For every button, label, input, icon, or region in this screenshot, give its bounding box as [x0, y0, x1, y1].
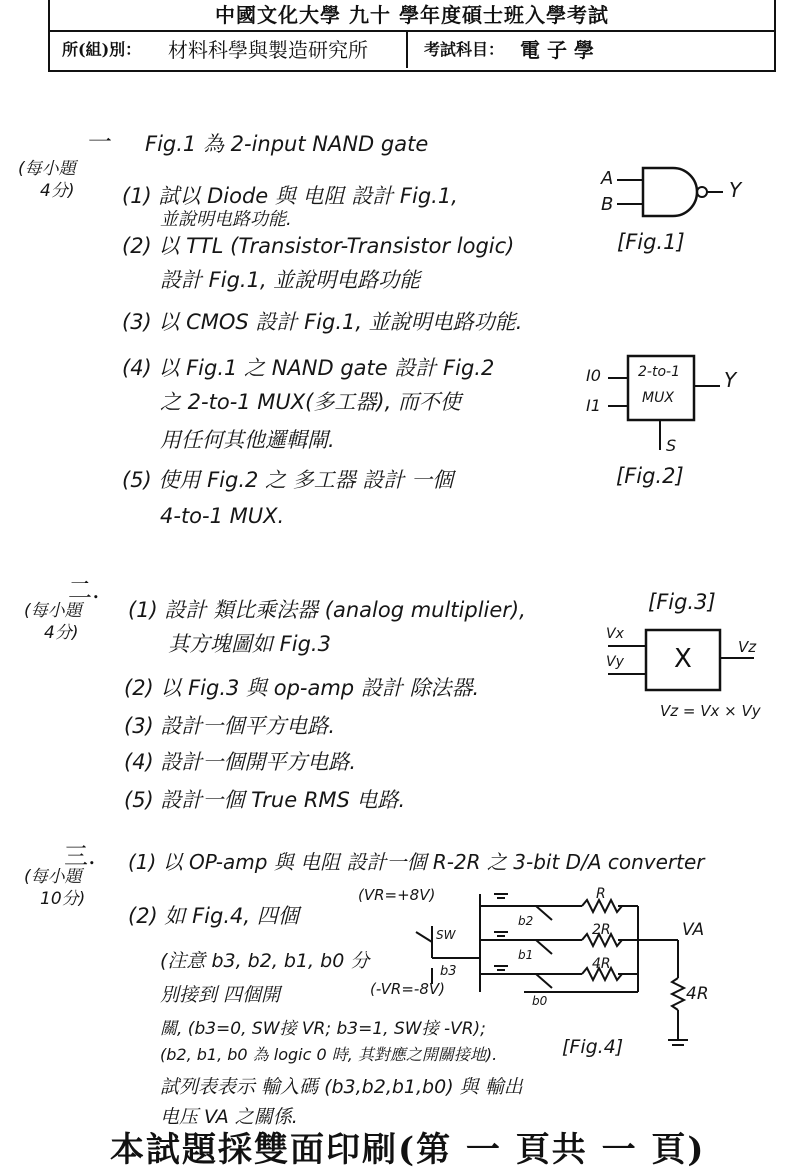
exam-info-row: [50, 32, 774, 68]
fig4-dac-circuit: [356, 880, 736, 1060]
q2-5: (5) 設計一個 True RMS 电路.: [124, 788, 406, 812]
fig4-output-va: VA: [682, 920, 705, 940]
q1-5-line2: 4-to-1 MUX.: [160, 504, 285, 528]
fig4-load-4r: 4R: [686, 984, 709, 1004]
fig1-nand-gate: [595, 160, 755, 260]
fig3-caption: [Fig.3]: [648, 590, 716, 614]
q3-2-line3: 別接到 四個開: [160, 984, 281, 1006]
fig4-resistor-4r: 4R: [592, 956, 611, 972]
header-divider: [406, 32, 408, 68]
fig2-box-bottom-label: MUX: [642, 390, 674, 406]
fig2-box-top-label: 2-to-1: [638, 364, 680, 380]
q3-2-line6: 試列表表示 輸入碼 (b3,b2,b1,b0) 與 輸出: [160, 1076, 523, 1098]
fig1-input-a: A: [601, 168, 614, 189]
fig4-switch-label: SW: [436, 928, 456, 942]
q2-3: (3) 設計一個平方电路.: [124, 714, 336, 738]
q3-2-line2: (注意 b3, b2, b1, b0 分: [160, 950, 370, 972]
q3-2-line4: 關, (b3=0, SW接 VR; b3=1, SW接 -VR);: [160, 1019, 486, 1039]
fig1-input-b: B: [601, 194, 614, 215]
fig3-input-vy: Vy: [606, 654, 624, 670]
fig4-b1-label: b1: [518, 948, 534, 962]
fig2-mux: [580, 350, 760, 500]
section1-score-note: (每小題 4分): [18, 159, 76, 201]
exam-title: 中國文化大學 九十 學年度碩士班入學考試: [50, 0, 774, 32]
subject-value: 電 子 學: [520, 38, 594, 62]
fig2-input-i0: I0: [586, 366, 601, 385]
q2-2: (2) 以 Fig.3 與 op-amp 設計 除法器.: [124, 676, 480, 700]
fig4-caption: [Fig.4]: [562, 1036, 624, 1058]
fig3-multiplier: [604, 588, 784, 728]
fig4-b2-label: b2: [518, 914, 534, 928]
q3-1: (1) 以 OP-amp 與 电阻 設計一個 R-2R 之 3-bit D/A converter: [128, 850, 705, 874]
fig4-vr-negative: (-VR=-8V): [370, 980, 445, 998]
q2-1-line1: (1) 設計 類比乘法器 (analog multiplier),: [128, 598, 526, 622]
section2-marker: 二.: [68, 576, 100, 604]
multiplier-symbol: [604, 624, 784, 694]
section1-intro: Fig.1 為 2-input NAND gate: [145, 132, 429, 156]
page-footer: 本試題採雙面印刷(第 一 頁共 一 頁): [110, 1130, 706, 1170]
fig1-caption: [Fig.1]: [617, 230, 685, 254]
fig4-b0-label: b0: [532, 994, 548, 1008]
fig2-output-y: Y: [724, 368, 737, 392]
fig2-caption: [Fig.2]: [616, 464, 684, 488]
q2-1-line2: 其方塊圖如 Fig.3: [168, 632, 331, 656]
fig3-output-vz: Vz: [738, 638, 757, 656]
fig3-input-vx: Vx: [606, 626, 624, 642]
q1-2-line2: 設計 Fig.1, 並說明电路功能: [160, 268, 421, 292]
q1-4-line2: 之 2-to-1 MUX(多工器), 而不使: [160, 390, 461, 414]
fig3-multiply-symbol: X: [674, 644, 692, 674]
section3-score-note: (每小題 10分): [24, 867, 86, 909]
q1-4-line3: 用任何其他邏輯閘.: [160, 428, 335, 452]
section2-score-note: (每小題 4分): [24, 601, 82, 643]
fig4-vr-positive: (VR=+8V): [358, 886, 436, 904]
fig4-schematic: [356, 880, 736, 1060]
fig4-b3-label: b3: [440, 964, 457, 979]
exam-header: [48, 0, 776, 72]
fig2-input-i1: I1: [586, 396, 601, 415]
q2-4: (4) 設計一個開平方电路.: [124, 750, 357, 774]
section1-marker: 一: [88, 128, 112, 156]
fig2-select-s: S: [666, 436, 677, 455]
fig3-formula: Vz = Vx × Vy: [660, 702, 761, 720]
q1-4-line1: (4) 以 Fig.1 之 NAND gate 設計 Fig.2: [122, 356, 495, 380]
fig1-output-y: Y: [729, 178, 742, 202]
q3-2-line5: (b2, b1, b0 為 logic 0 時, 其對應之開關接地).: [160, 1045, 498, 1064]
q3-2-line7: 电压 VA 之關係.: [160, 1106, 298, 1128]
fig4-resistor-r: R: [596, 886, 606, 902]
q1-5-line1: (5) 使用 Fig.2 之 多工器 設計 一個: [122, 468, 454, 492]
q1-1-line1: (1) 試以 Diode 與 电阻 設計 Fig.1,: [122, 184, 458, 208]
fig4-resistor-2r: 2R: [592, 922, 611, 938]
dept-value: 材料科學與製造研究所: [168, 38, 368, 62]
subject-label: 考試科目：: [424, 40, 505, 59]
section3-marker: 三.: [64, 842, 96, 870]
q1-3: (3) 以 CMOS 設計 Fig.1, 並說明电路功能.: [122, 310, 523, 334]
q1-2-line1: (2) 以 TTL (Transistor-Transistor logic): [122, 234, 515, 258]
q3-2-line1: (2) 如 Fig.4, 四個: [128, 904, 299, 928]
q1-1-line2: 並說明电路功能.: [160, 209, 292, 230]
dept-label: 所(組)別：: [62, 40, 142, 59]
